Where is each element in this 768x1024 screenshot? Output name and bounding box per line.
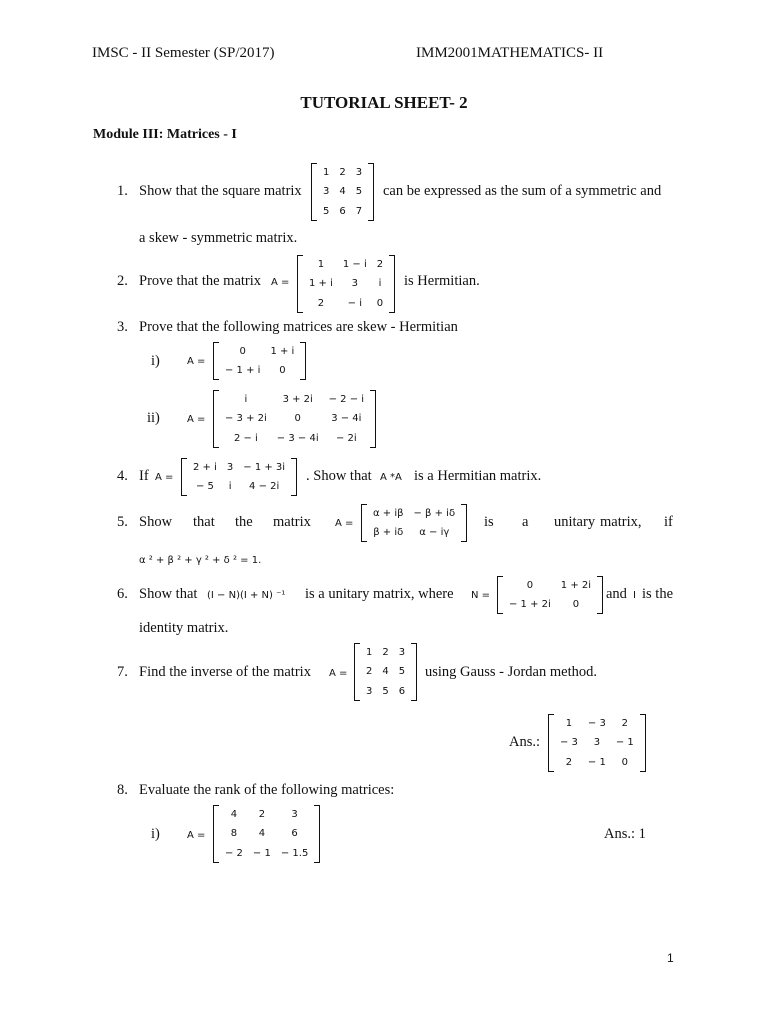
q4-expr: A *A [380,472,402,483]
q5-matrix [361,504,467,542]
q7-lhs: A = [329,668,348,679]
q3-text: Prove that the following matrices are skew - Hermitian [139,319,458,335]
matrix-cell: 3 + 2i [282,394,313,406]
q8-text: Evaluate the rank of the following matrices: [139,782,395,798]
matrix-cell: 3 [351,278,359,290]
q6-text-mid: is a unitary matrix, where [305,586,454,602]
q6-number: 6. [117,586,128,602]
matrix-cell: 0 [572,599,580,610]
matrix-cell: − 3 [560,737,578,749]
q6-ivar: I [633,590,636,601]
q5-word-matrix: matrix [273,514,311,530]
matrix-row [361,662,410,681]
matrix-cell: 7 [355,205,363,217]
matrix-cell: β + iδ [373,527,404,538]
matrix-cell: 2 [258,809,266,821]
matrix-cell: − i [347,297,362,309]
q4-text-post: . Show that [306,468,372,484]
matrix-cell: − 1 + 3i [243,462,286,473]
matrix-cell: − 2 [225,847,243,859]
matrix-cell: − 3 [587,718,606,730]
matrix-cell: α + iβ [373,508,404,519]
matrix-cell: 3 [398,647,406,659]
header-right: IMM2001MATHEMATICS- II [416,45,604,61]
matrix-cell: i [228,481,232,492]
matrix-cell: − 1 + 2i [509,599,551,610]
matrix-row [220,409,369,428]
q3-i-lhs: A = [187,356,206,367]
matrix-cell: 2 + i [193,462,217,473]
matrix-cell: 6 [291,828,298,840]
matrix-cell: 2 [376,259,384,271]
matrix-cell: − 1 [615,737,634,749]
q6-text-cont: identity matrix. [139,620,229,636]
q7-answer-matrix [548,714,646,772]
q5-condition: α ² + β ² + γ ² + δ ² = 1. [139,555,262,566]
matrix-cell: i [378,278,382,290]
q7-text-post: using Gauss - Jordan method. [425,664,597,680]
matrix-cell: 4 [339,186,346,198]
matrix-cell: 3 [593,737,601,749]
q2-text-post: is Hermitian. [404,273,480,289]
matrix-cell: 5 [323,205,330,217]
matrix-row [220,844,313,863]
matrix-cell: − 3 − 4i [276,432,319,444]
matrix-cell: 3 − 4i [331,413,362,425]
matrix-cell: 1 − i [342,259,367,271]
matrix-row [368,523,460,542]
matrix-cell: 0 [279,365,286,376]
matrix-row [220,390,369,409]
matrix-row [304,294,388,313]
q8-matrix [213,805,320,863]
matrix-cell: 8 [230,828,238,840]
matrix-cell: − 2 − i [328,394,365,406]
matrix-cell: 4 [230,809,238,821]
q2-matrix [297,255,395,313]
q2-text: Prove that the matrix [139,273,262,289]
q5-word-that: that [193,514,215,530]
matrix-cell: 0 [621,756,628,768]
matrix-row [504,595,596,614]
header-left: IMSC - II Semester (SP/2017) [92,45,275,61]
matrix-cell: 5 [382,685,389,697]
q1-number: 1. [117,183,128,199]
matrix-cell: 4 [382,666,389,678]
q3-ii-lhs: A = [187,414,206,425]
q1-text-cont: a skew - symmetric matrix. [139,230,298,246]
matrix-cell: 4 − 2i [249,481,280,492]
matrix-cell: 0 [294,413,301,425]
matrix-cell: 2 [317,297,325,309]
matrix-cell: 1 + i [309,278,333,290]
matrix-row [318,163,367,182]
matrix-row [555,753,639,772]
q6-matrix [497,576,603,614]
matrix-cell: − 1 [587,756,606,768]
q3-ii-matrix [213,390,376,448]
matrix-row [220,429,369,448]
matrix-cell: α − iγ [419,527,450,538]
q1-text-post: can be expressed as the sum of a symmetric and [383,183,662,199]
matrix-cell: 2 [621,718,628,730]
q4-lhs: A = [155,472,174,483]
q4-text-post2: is a Hermitian matrix. [414,468,542,484]
q4-matrix [181,458,297,496]
page-title: TUTORIAL SHEET- 2 [300,93,468,112]
matrix-cell: 3 [291,809,298,821]
q8-i-lhs: A = [187,830,206,841]
q2-lhs: A = [271,277,290,288]
q4-text: If [139,468,149,484]
q3-i-label: i) [151,353,160,369]
matrix-row [361,643,410,662]
matrix-cell: 0 [239,346,246,357]
q6-expr: (I − N)(I + N) ⁻¹ [207,590,286,601]
matrix-cell: 2 − i [233,432,258,444]
matrix-row [188,458,290,477]
q5-word-the: the [235,514,253,530]
matrix-row [504,576,596,595]
matrix-row [220,824,313,843]
matrix-row [555,733,639,752]
matrix-cell: − 3 + 2i [225,413,267,425]
matrix-cell: − β + iδ [413,508,456,519]
q7-number: 7. [117,664,128,680]
matrix-row [318,182,367,201]
q7-text: Find the inverse of the matrix [139,664,311,680]
matrix-cell: − 5 [195,481,214,492]
matrix-cell: 1 + 2i [560,580,592,591]
q5-word-matrix2: matrix, [600,514,642,530]
matrix-cell: − 1 [252,847,271,859]
q6-lhs: N = [471,590,491,601]
matrix-row [304,274,388,293]
q8-answer: Ans.: 1 [604,826,646,842]
matrix-cell: 0 [526,580,534,591]
q5-lhs: A = [335,518,354,529]
matrix-row [555,714,639,733]
matrix-cell: 3 [355,167,363,179]
matrix-cell: 2 [382,647,389,659]
matrix-row [220,361,299,380]
matrix-cell: 5 [355,186,363,198]
matrix-cell: 5 [398,666,406,678]
matrix-row [220,342,299,361]
matrix-row [304,255,388,274]
matrix-cell: 1 [565,718,573,730]
matrix-cell: 2 [339,167,346,179]
q1-matrix [311,163,374,221]
matrix-cell: 0 [376,297,384,309]
matrix-cell: − 2i [335,432,357,444]
matrix-row [361,682,410,701]
matrix-cell: 3 [323,186,330,198]
q5-word-a: a [522,514,529,530]
matrix-cell: i [244,394,248,406]
matrix-row [318,202,367,221]
q3-i-matrix [213,342,306,380]
matrix-cell: 4 [258,828,266,840]
q5-word-if: if [664,514,673,530]
q8-number: 8. [117,782,128,798]
matrix-cell: 6 [339,205,346,217]
q2-number: 2. [117,273,128,289]
matrix-cell: 2 [366,666,373,678]
matrix-cell: 2 [565,756,573,768]
q6-text: Show that [139,586,198,602]
q3-number: 3. [117,319,128,335]
page-number: 1 [667,951,674,965]
q5-word-unitary: unitary [554,514,596,530]
matrix-cell: − 1.5 [280,847,309,859]
q8-i-label: i) [151,826,160,842]
matrix-cell: 1 [366,647,373,659]
q5-word-show: Show [139,514,173,530]
q5-word-is: is [484,514,494,530]
matrix-cell: 3 [226,462,234,473]
q3-ii-label: ii) [147,410,160,426]
matrix-row [368,504,460,523]
matrix-cell: 1 [317,259,325,271]
q1-text: Show that the square matrix [139,183,302,199]
matrix-cell: − 1 + i [225,365,261,376]
matrix-cell: 6 [398,685,406,697]
matrix-cell: 3 [366,685,373,697]
q6-text-post2: is the [642,586,674,602]
matrix-row [220,805,313,824]
matrix-row [188,477,290,496]
q7-matrix [354,643,417,701]
matrix-cell: 1 [323,167,330,179]
q5-number: 5. [117,514,128,530]
module-heading: Module III: Matrices - I [93,127,237,142]
q6-text-post: and [606,586,627,602]
matrix-cell: 1 + i [270,346,295,357]
q7-ans-label: Ans.: [509,734,541,750]
q4-number: 4. [117,468,128,484]
